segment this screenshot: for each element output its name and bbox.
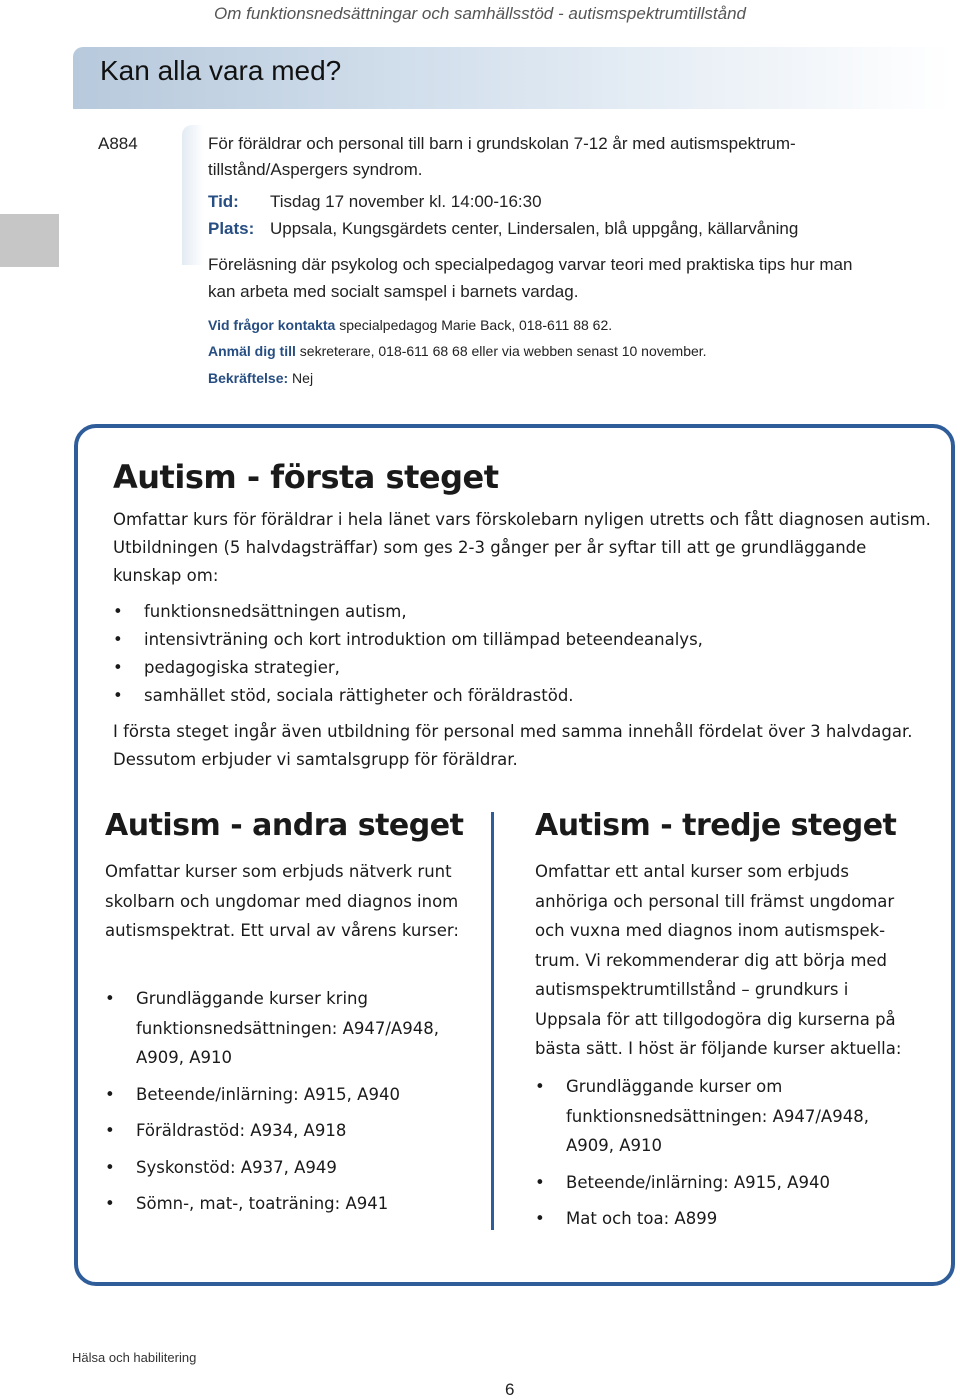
- list-item: • Syskonstöd: A937, A949: [105, 1153, 465, 1183]
- list-item: • Föräldrastöd: A934, A918: [105, 1116, 465, 1146]
- list-item: • Beteende/inlärning: A915, A940: [535, 1168, 915, 1198]
- place-value: Uppsala, Kungsgärdets center, Lindersalen, blå uppgång, källarvåning: [270, 219, 799, 238]
- contact-value: specialpedagog Marie Back, 018-611 88 62.: [335, 317, 613, 333]
- confirm-line: [208, 370, 313, 386]
- list-item: • funktionsnedsättningen autism,: [113, 598, 703, 626]
- course-time-row: [208, 189, 908, 215]
- left-column-text: Omfattar kurser som erbjuds nätverk runt skolbarn och ungdomar med diagnos inom autismspektrat. Ett urval av vårens kurser:: [105, 862, 459, 940]
- confirm-label: Bekräftelse:: [208, 370, 289, 386]
- list-item: • Grundläggande kurser om funktionsnedsättningen: A947/A948, A909, A910: [535, 1072, 915, 1161]
- side-tab: [0, 214, 59, 267]
- left-column-title: Autism - andra steget: [105, 808, 464, 843]
- right-column-text: Omfattar ett antal kurser som erbjuds anhöriga och personal till främst ungdomar och vuxna med diagnos inom autismspek-trum. Vi rekommenderar dig att börja med autismspektrumtillstånd – grundkurs i Uppsala för att tillgodogöra dig kurserna på bästa sätt. I höst är följande kurser aktuella:: [535, 862, 902, 1058]
- time-value: Tisdag 17 november kl. 14:00-16:30: [270, 192, 542, 211]
- course-description: För föräldrar och personal till barn i grundskolan 7-12 år med autismspektrum-tillstånd/Aspergers syndrom.: [208, 134, 796, 179]
- right-column-title: Autism - tredje steget: [535, 808, 897, 843]
- box-title: Autism - första steget: [113, 458, 499, 496]
- list-item: • Sömn-, mat-, toaträning: A941: [105, 1189, 465, 1219]
- right-bullet-list: [535, 1072, 915, 1241]
- running-header: Om funktionsnedsättningar och samhällsstöd - autismspektrumtillstånd: [214, 4, 746, 23]
- course-place-row: [208, 216, 908, 242]
- section-banner: [73, 47, 952, 109]
- list-item: • Mat och toa: A899: [535, 1204, 915, 1234]
- signup-label: Anmäl dig till: [208, 343, 296, 359]
- list-item: • samhället stöd, sociala rättigheter och föräldrastöd.: [113, 682, 703, 710]
- course-code: A884: [98, 134, 138, 153]
- box-outro: I första steget ingår även utbildning för personal med samma innehåll fördelat över 3 halvdagar. Dessutom erbjuder vi samtalsgrupp för föräldrar.: [113, 722, 913, 769]
- list-item: • Beteende/inlärning: A915, A940: [105, 1080, 465, 1110]
- page-number: 6: [505, 1380, 515, 1399]
- box-intro: Omfattar kurs för föräldrar i hela länet vars förskolebarn nyligen utretts och fått diagnosen autism. Utbildningen (5 halvdagsträffar) som ges 2-3 gånger per år syftar till att ge grundläggande kunskap om:: [113, 510, 931, 585]
- list-item: • pedagogiska strategier,: [113, 654, 703, 682]
- list-item: • intensivträning och kort introduktion om tillämpad beteendeanalys,: [113, 626, 703, 654]
- time-label: Tid:: [208, 192, 239, 211]
- contact-line: [208, 317, 612, 333]
- place-label: Plats:: [208, 219, 255, 238]
- footer-org: Hälsa och habilitering: [72, 1350, 197, 1365]
- column-divider: [491, 812, 494, 1230]
- course-lecture: Föreläsning där psykolog och specialpedagog varvar teori med praktiska tips hur man kan arbeta med socialt samspel i barnets vardag.: [208, 255, 853, 301]
- contact-label: Vid frågor kontakta: [208, 317, 336, 333]
- confirm-value: Nej: [288, 370, 314, 386]
- signup-value: sekreterare, 018-611 68 68 eller via webben senast 10 november.: [295, 343, 707, 359]
- list-item: • Grundläggande kurser kring funktionsnedsättningen: A947/A948, A909, A910: [105, 984, 465, 1073]
- left-bullet-list: [105, 984, 465, 1226]
- signup-line: [208, 343, 707, 359]
- box-bullet-list: [113, 598, 703, 710]
- section-title: Kan alla vara med?: [100, 55, 342, 86]
